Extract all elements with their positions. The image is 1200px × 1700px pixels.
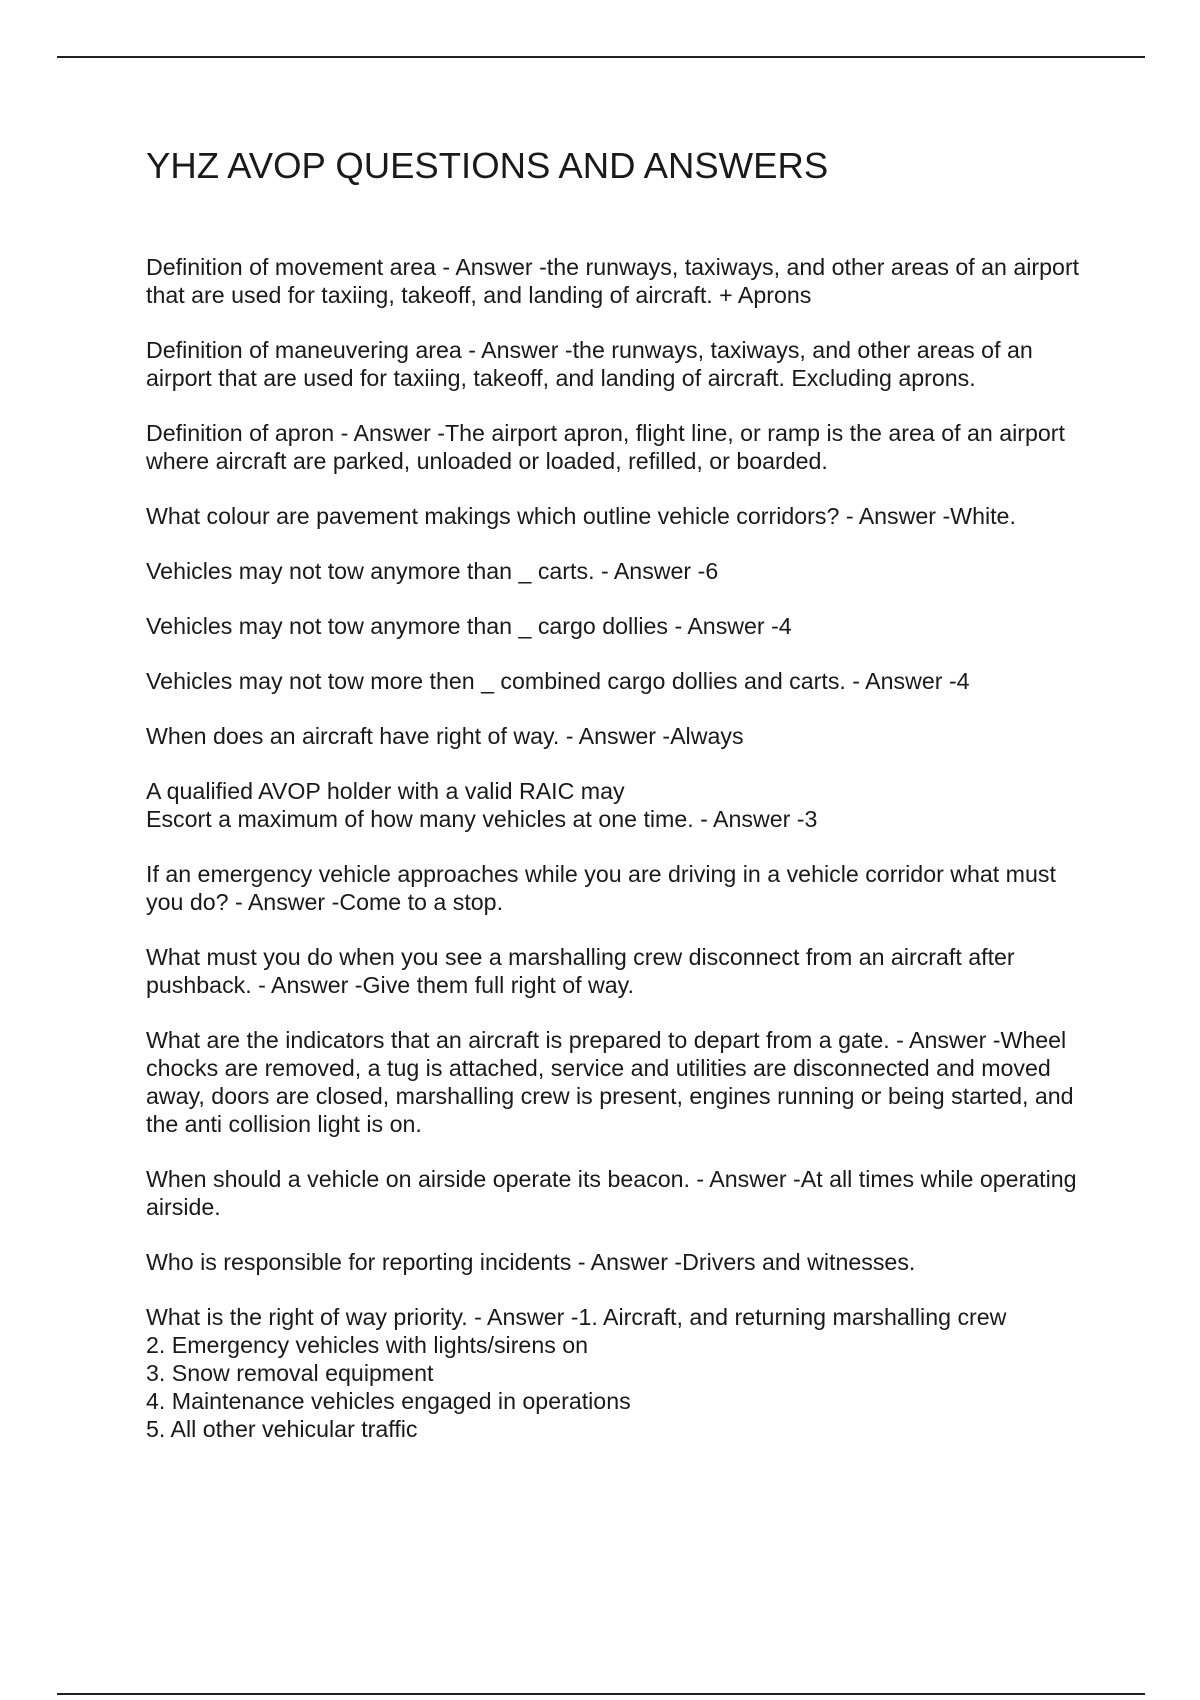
bottom-rule <box>57 1693 1145 1695</box>
qa-item-marshalling-crew: What must you do when you see a marshalling crew disconnect from an aircraft after pushback. - Answer -Give them full right of way. <box>146 944 1015 998</box>
qa-item-reporting-incidents: Who is responsible for reporting incidents - Answer -Drivers and witnesses. <box>146 1249 916 1275</box>
qa-item-apron: Definition of apron - Answer -The airport apron, flight line, or ramp is the area of an airport where aircraft are parked, unloaded or loaded, refilled, or boarded. <box>146 420 1065 474</box>
qa-item-departure-indicators: What are the indicators that an aircraft is prepared to depart from a gate. - Answer -Wheel chocks are removed, a tug is attached, service and utilities are disconnected and moved away, doors are closed, marshalling crew is present, engines running or being started, and the anti collision light is on. <box>146 1027 1074 1137</box>
qa-item-movement-area: Definition of movement area - Answer -the runways, taxiways, and other areas of an airport that are used for taxiing, takeoff, and landing of aircraft. + Aprons <box>146 254 1080 308</box>
qa-item-tow-carts: Vehicles may not tow anymore than _ carts. - Answer -6 <box>146 558 719 584</box>
qa-item-tow-cargo-dollies: Vehicles may not tow anymore than _ cargo dollies - Answer -4 <box>146 613 792 639</box>
qa-item-pavement-markings: What colour are pavement makings which outline vehicle corridors? - Answer -White. <box>146 503 1016 529</box>
qa-item-beacon: When should a vehicle on airside operate its beacon. - Answer -At all times while operating airside. <box>146 1166 1077 1220</box>
document-body <box>146 142 1096 1470</box>
qa-item-maneuvering-area: Definition of maneuvering area - Answer -the runways, taxiways, and other areas of an airport that are used for taxiing, takeoff, and landing of aircraft. Excluding aprons. <box>146 337 1033 391</box>
qa-item-right-of-way-priority: What is the right of way priority. - Answer -1. Aircraft, and returning marshalling crew 2. Emergency vehicles with lights/sirens on 3. Snow removal equipment 4. Maintenance vehicles engaged in operations 5. All other vehicular traffic <box>146 1304 1007 1442</box>
document-title: YHZ AVOP QUESTIONS AND ANSWERS <box>146 145 829 186</box>
top-rule <box>57 56 1145 58</box>
qa-item-escort-vehicles: A qualified AVOP holder with a valid RAIC may Escort a maximum of how many vehicles at one time. - Answer -3 <box>146 778 818 832</box>
qa-item-tow-combined: Vehicles may not tow more then _ combined cargo dollies and carts. - Answer -4 <box>146 668 970 694</box>
qa-item-emergency-vehicle: If an emergency vehicle approaches while you are driving in a vehicle corridor what must you do? - Answer -Come to a stop. <box>146 861 1056 915</box>
qa-item-aircraft-right-of-way: When does an aircraft have right of way. - Answer -Always <box>146 723 744 749</box>
